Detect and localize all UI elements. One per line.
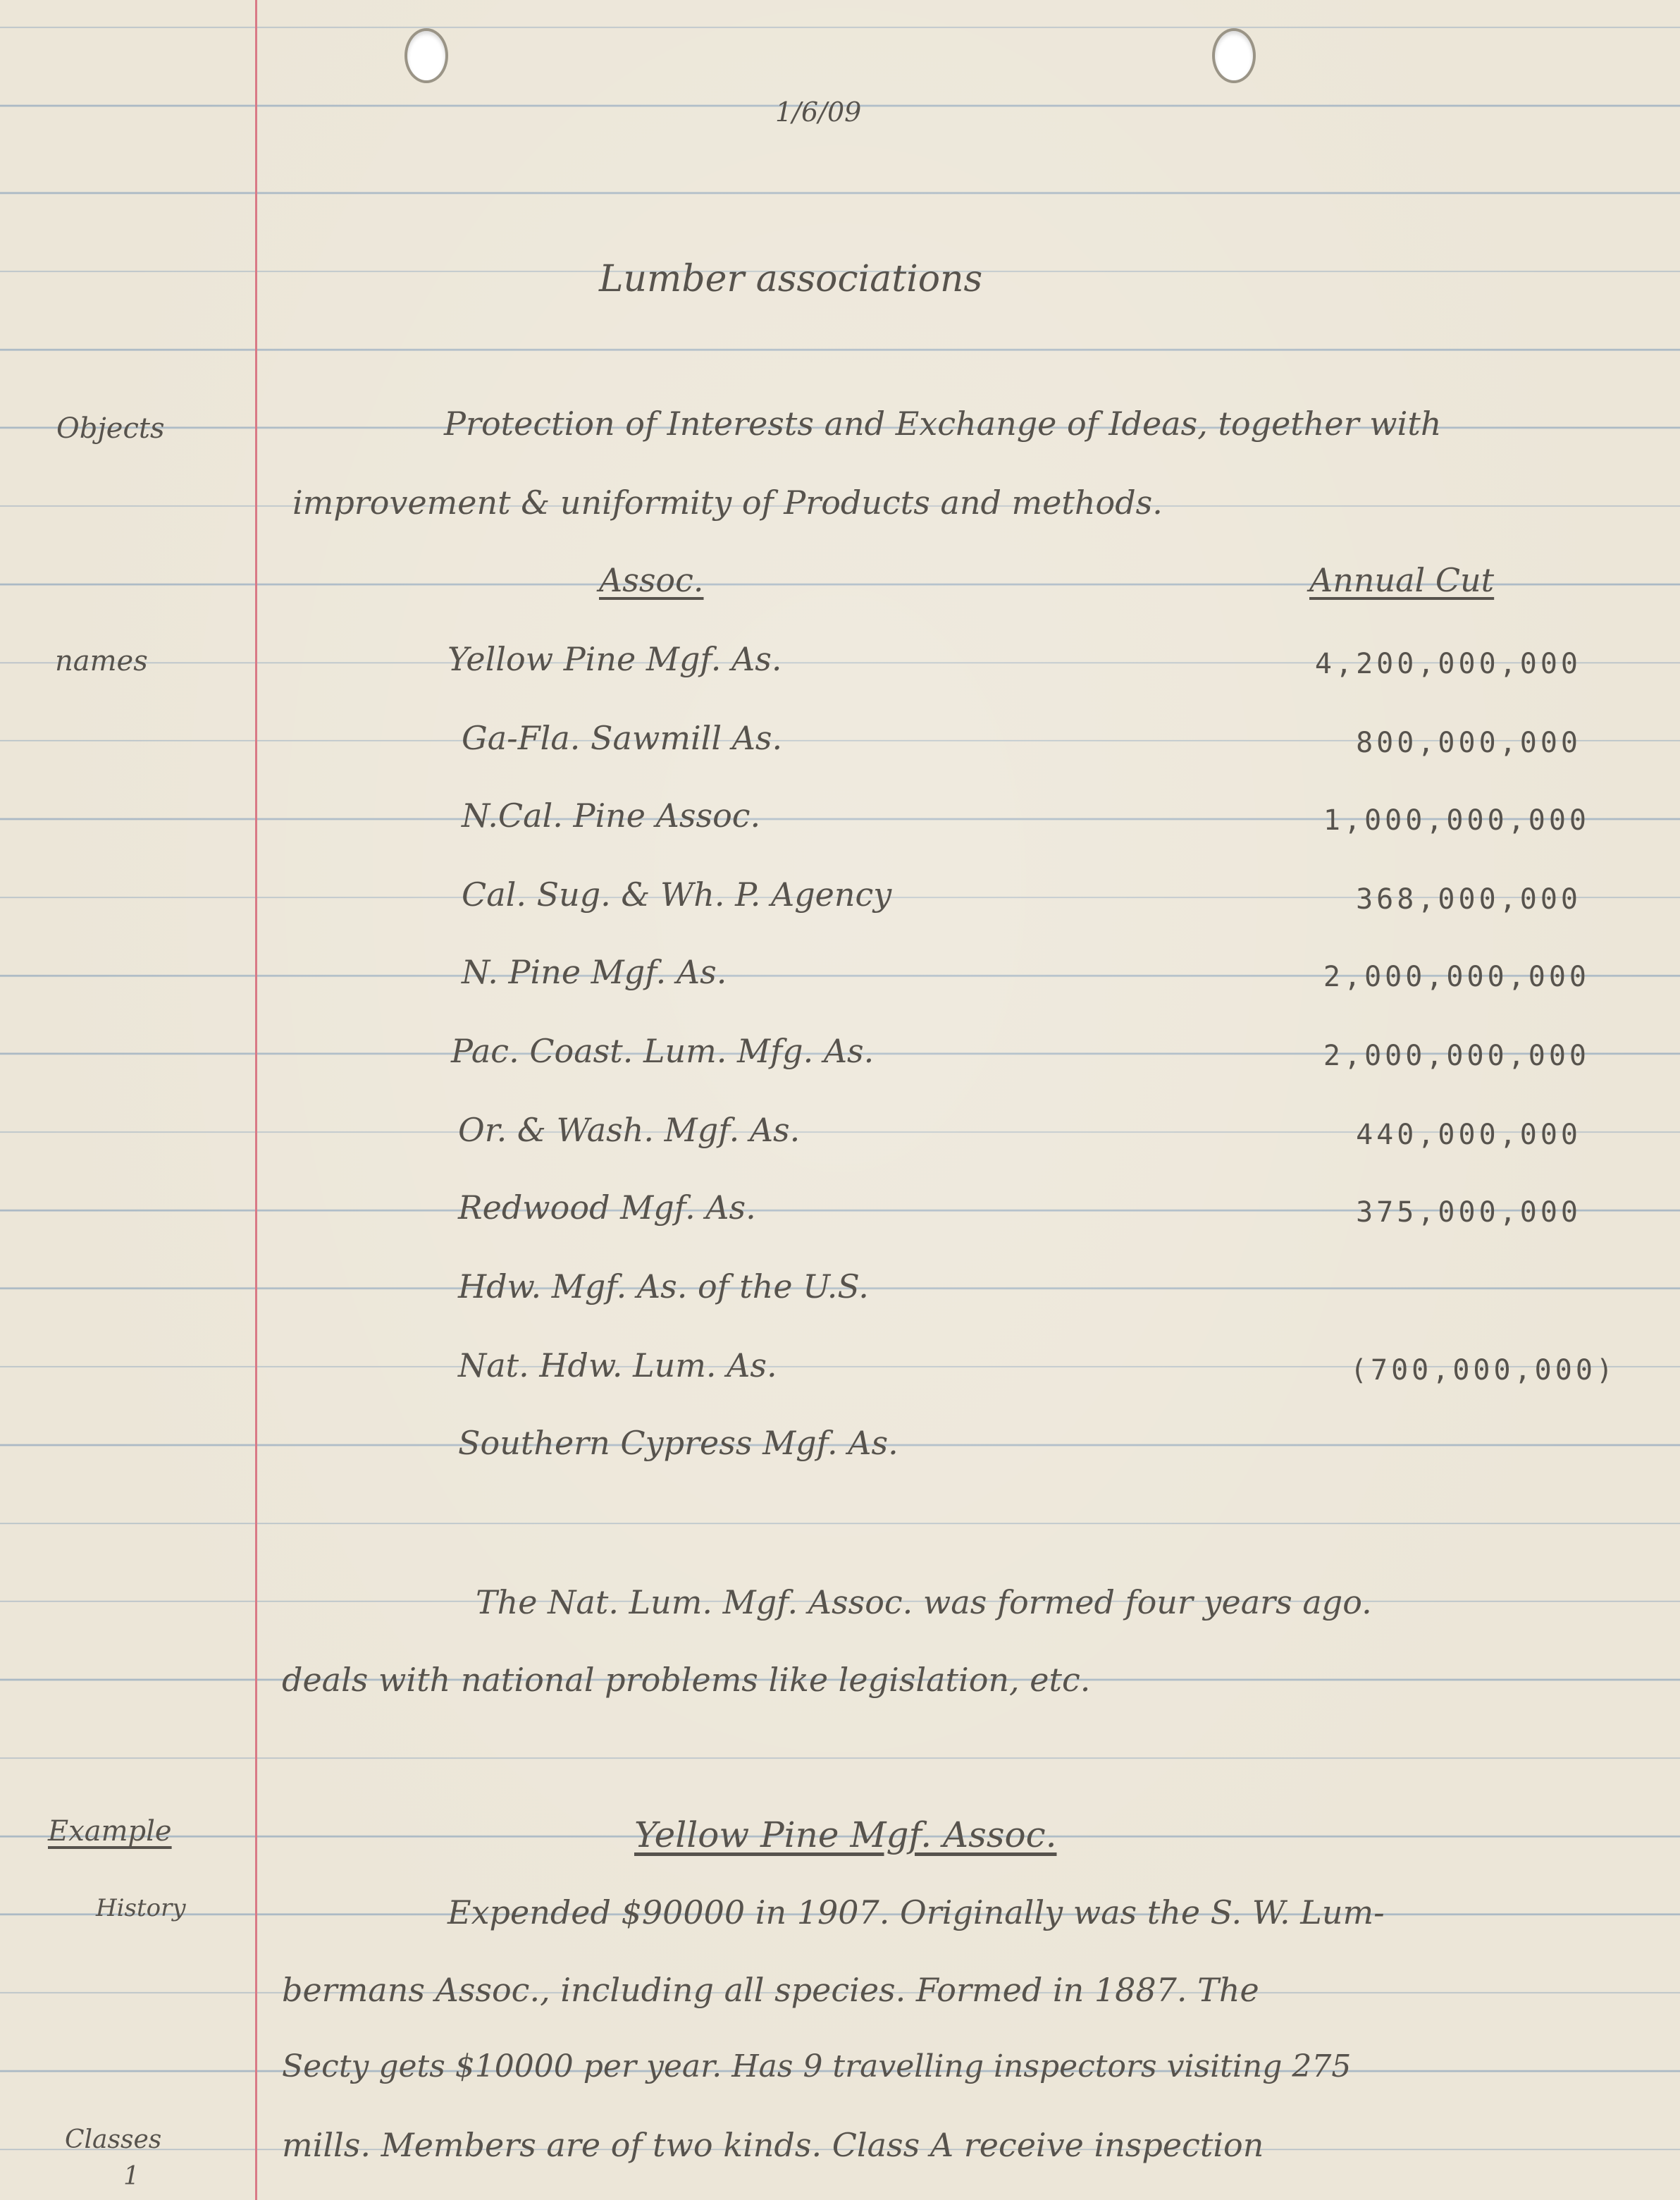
margin-note-classes: Classes bbox=[65, 2125, 162, 2154]
national-assoc-line-2: deals with national problems like legislation, etc. bbox=[282, 1661, 1091, 1699]
column-header-assoc: Assoc. bbox=[599, 561, 704, 599]
history-line-1: Expended $90000 in 1907. Originally was the S. W. Lum- bbox=[447, 1893, 1385, 1931]
history-line-4: mills. Members are of two kinds. Class A receive inspection bbox=[282, 2126, 1264, 2164]
history-line-3: Secty gets $10000 per year. Has 9 travelling inspectors visiting 275 bbox=[282, 2048, 1352, 2084]
annual-cut-value: 800,000,000 bbox=[1356, 727, 1581, 759]
association-name: Hdw. Mgf. As. of the U.S. bbox=[458, 1267, 869, 1305]
margin-note-names: names bbox=[55, 645, 148, 677]
association-name: Pac. Coast. Lum. Mfg. As. bbox=[451, 1032, 875, 1070]
objects-line-1: Protection of Interests and Exchange of Ideas, together with bbox=[444, 405, 1442, 443]
annual-cut-value: 368,000,000 bbox=[1356, 883, 1581, 916]
association-name: N.Cal. Pine Assoc. bbox=[462, 797, 761, 835]
binder-hole-right bbox=[1215, 31, 1253, 80]
association-name: N. Pine Mgf. As. bbox=[462, 953, 727, 991]
annual-cut-value: 2,000,000,000 bbox=[1323, 1040, 1590, 1072]
association-name: Ga-Fla. Sawmill As. bbox=[462, 719, 783, 757]
association-name: Or. & Wash. Mgf. As. bbox=[458, 1111, 801, 1149]
date: 1/6/09 bbox=[775, 97, 862, 128]
column-header-annual-cut: Annual Cut bbox=[1309, 561, 1495, 599]
association-name: Cal. Sug. & Wh. P. Agency bbox=[462, 875, 892, 914]
annual-cut-value: 4,200,000,000 bbox=[1314, 648, 1581, 680]
annual-cut-value: 440,000,000 bbox=[1356, 1119, 1581, 1151]
association-name: Yellow Pine Mgf. As. bbox=[447, 640, 782, 678]
margin-note-objects: Objects bbox=[56, 412, 165, 445]
red-margin-line bbox=[255, 0, 257, 2200]
margin-note-example: Example bbox=[48, 1815, 172, 1848]
annual-cut-value: 1,000,000,000 bbox=[1323, 804, 1590, 837]
annual-cut-value: (700,000,000) bbox=[1349, 1354, 1617, 1387]
association-name: Redwood Mgf. As. bbox=[458, 1188, 756, 1227]
page-title: Lumber associations bbox=[599, 258, 983, 300]
annual-cut-value: 375,000,000 bbox=[1356, 1196, 1581, 1229]
binder-hole-left bbox=[407, 31, 445, 80]
national-assoc-line-1: The Nat. Lum. Mgf. Assoc. was formed four years ago. bbox=[476, 1583, 1372, 1621]
margin-note-history: History bbox=[96, 1894, 186, 1922]
page-mark: 1 bbox=[123, 2162, 140, 2191]
association-name: Southern Cypress Mgf. As. bbox=[458, 1424, 898, 1462]
example-heading: Yellow Pine Mgf. Assoc. bbox=[634, 1814, 1057, 1855]
objects-line-2: improvement & uniformity of Products and methods. bbox=[292, 484, 1163, 522]
annual-cut-value: 2,000,000,000 bbox=[1323, 961, 1590, 993]
history-line-2: bermans Assoc., including all species. Formed in 1887. The bbox=[282, 1971, 1259, 2009]
association-name: Nat. Hdw. Lum. As. bbox=[458, 1346, 777, 1384]
